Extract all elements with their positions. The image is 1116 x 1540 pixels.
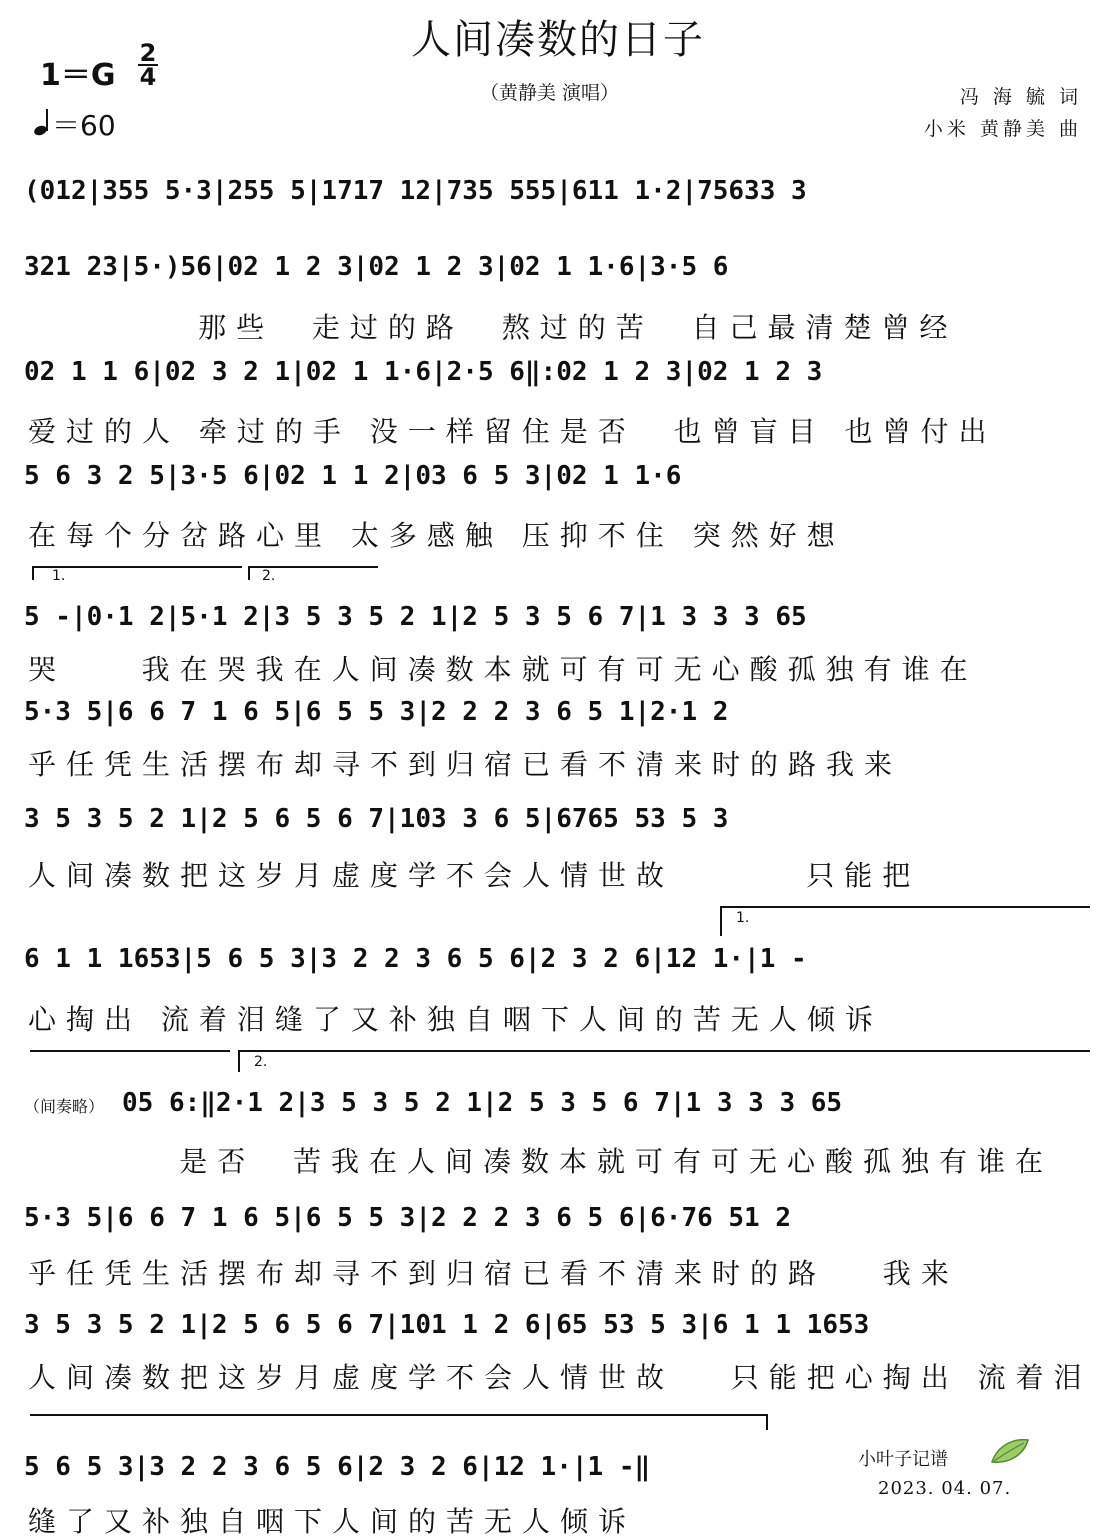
second-ending-bracket-2	[238, 1050, 1090, 1052]
composer-credit: 小米 黄静美 曲	[923, 118, 1082, 140]
first-ending-bracket-2	[720, 906, 1090, 908]
notation-line-6: 5·3 5|6 6 7 1 6 5|6 5 5 3|2 2 2 3 6 5 1|2·1 2	[24, 697, 729, 727]
singer-credit: （黄静美 演唱）	[480, 82, 620, 104]
second-ending-bracket-hook	[248, 566, 250, 580]
lyric-line-8: 心掏出 流着泪缝了又补独自咽下人间的苦无人倾诉	[28, 1003, 883, 1036]
time-signature-top: 2	[139, 39, 157, 67]
coda-bracket	[30, 1414, 768, 1416]
transcription-date: 2023. 04. 07.	[878, 1478, 1012, 1499]
song-title: 人间凑数的日子	[411, 17, 705, 63]
lyricist-credit: 冯 海 毓 词	[959, 86, 1082, 108]
notation-line-2: 321 23|5·)56|02 1 2 3|02 1 2 3|02 1 1·6|3·5 6	[24, 252, 729, 282]
notation-line-11: 3 5 3 5 2 1|2 5 6 5 6 7|101 1 2 6|65 53 5 3|6 1 1 1653	[24, 1310, 870, 1340]
transcriber-signature: 小叶子记谱	[858, 1449, 948, 1470]
first-ending-label-2: 1.	[736, 910, 750, 926]
lyric-line-4: 在每个分岔路心里 太多感触 压抑不住 突然好想	[28, 519, 845, 552]
lyric-line-9: 是否 苦我在人间凑数本就可有可无心酸孤独有谁在	[28, 1145, 1054, 1178]
second-ending-bracket-2-hook	[238, 1050, 240, 1072]
key-signature: 1＝G	[40, 58, 116, 93]
quarter-note-icon	[34, 109, 48, 135]
tempo-value: ＝60	[52, 109, 116, 142]
notation-line-7: 3 5 3 5 2 1|2 5 6 5 6 7|103 3 6 5|6765 53 5 3	[24, 804, 729, 834]
lyric-line-2: 那些 走过的路 熬过的苦 自己最清楚曾经	[28, 311, 958, 344]
lyric-line-10: 乎任凭生活摆布却寻不到归宿已看不清来时的路 我来	[28, 1257, 959, 1290]
notation-line-3: 02 1 1 6|02 3 2 1|02 1 1·6|2·5 6‖:02 1 2 3|02 1 2 3	[24, 357, 823, 387]
lyric-line-11: 人间凑数把这岁月虚度学不会人情世故 只能把心掏出 流着泪	[28, 1361, 1092, 1394]
first-ending-continuation	[30, 1050, 230, 1052]
second-ending-label: 2.	[262, 568, 276, 584]
tempo-marking	[34, 104, 116, 144]
lyric-line-12: 缝了又补独自咽下人间的苦无人倾诉	[28, 1505, 637, 1538]
lyric-line-3: 爱过的人 牵过的手 没一样留住是否 也曾盲目 也曾付出	[28, 415, 997, 448]
coda-bracket-hook	[766, 1414, 768, 1430]
interlude-note: （间奏略）	[24, 1097, 105, 1116]
notation-line-12: 5 6 5 3|3 2 2 3 6 5 6|2 3 2 6|12 1·|1 -‖	[24, 1452, 651, 1482]
leaf-icon	[990, 1436, 1030, 1466]
lyric-line-6: 乎任凭生活摆布却寻不到归宿已看不清来时的路我来	[28, 748, 903, 781]
lyric-line-5: 哭 我在哭我在人间凑数本就可有可无心酸孤独有谁在	[28, 653, 978, 686]
notation-line-10: 5·3 5|6 6 7 1 6 5|6 5 5 3|2 2 2 3 6 5 6|6·76 51 2	[24, 1203, 792, 1233]
first-ending-bracket-2-hook	[720, 906, 722, 936]
notation-line-1: (012|355 5·3|255 5|1717 12|735 555|611 1·2|75633 3	[24, 176, 807, 206]
notation-line-9: 05 6:‖2·1 2|3 5 3 5 2 1|2 5 3 5 6 7|1 3 3 3 65	[122, 1088, 843, 1118]
notation-line-5: 5 -|0·1 2|5·1 2|3 5 3 5 2 1|2 5 3 5 6 7|1 3 3 3 65	[24, 602, 807, 632]
second-ending-label-2: 2.	[254, 1054, 268, 1070]
notation-line-8: 6 1 1 1653|5 6 5 3|3 2 2 3 6 5 6|2 3 2 6|12 1·|1 -	[24, 944, 807, 974]
notation-line-4: 5 6 3 2 5|3·5 6|02 1 1 2|03 6 5 3|02 1 1·6	[24, 461, 682, 491]
first-ending-bracket-hook	[32, 566, 34, 580]
time-signature-bottom: 4	[139, 63, 157, 91]
first-ending-label: 1.	[52, 568, 66, 584]
time-signature	[138, 39, 158, 91]
lyric-line-7: 人间凑数把这岁月虚度学不会人情世故 只能把	[28, 859, 921, 892]
